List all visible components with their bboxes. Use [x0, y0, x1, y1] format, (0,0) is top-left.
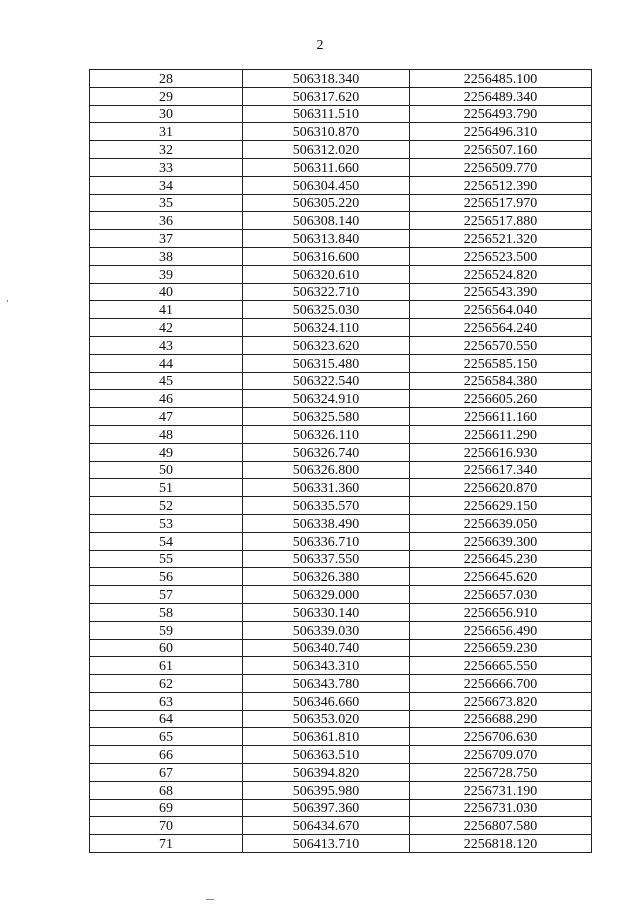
table-row	[90, 443, 592, 461]
point-number-cell: 30	[90, 105, 243, 123]
x-coordinate-cell: 506331.360	[243, 479, 410, 497]
table-row	[90, 461, 592, 479]
table-row	[90, 230, 592, 248]
point-number-cell: 33	[90, 158, 243, 176]
point-number-cell: 55	[90, 550, 243, 568]
point-number-cell: 32	[90, 141, 243, 159]
point-number-cell: 69	[90, 799, 243, 817]
x-coordinate-cell: 506310.870	[243, 123, 410, 141]
point-number-cell: 61	[90, 657, 243, 675]
x-coordinate-cell: 506330.140	[243, 603, 410, 621]
point-number-cell: 44	[90, 354, 243, 372]
table-row	[90, 425, 592, 443]
point-number-cell: 68	[90, 781, 243, 799]
y-coordinate-cell: 2256807.580	[410, 817, 592, 835]
x-coordinate-cell: 506325.030	[243, 301, 410, 319]
y-coordinate-cell: 2256656.910	[410, 603, 592, 621]
point-number-cell: 54	[90, 532, 243, 550]
table-row	[90, 336, 592, 354]
x-coordinate-cell: 506313.840	[243, 230, 410, 248]
y-coordinate-cell: 2256657.030	[410, 586, 592, 604]
table-row	[90, 390, 592, 408]
x-coordinate-cell: 506340.740	[243, 639, 410, 657]
y-coordinate-cell: 2256512.390	[410, 176, 592, 194]
table-row	[90, 283, 592, 301]
table-row	[90, 158, 592, 176]
x-coordinate-cell: 506395.980	[243, 781, 410, 799]
x-coordinate-cell: 506363.510	[243, 746, 410, 764]
x-coordinate-cell: 506311.660	[243, 158, 410, 176]
y-coordinate-cell: 2256731.030	[410, 799, 592, 817]
x-coordinate-cell: 506308.140	[243, 212, 410, 230]
table-row	[90, 835, 592, 853]
point-number-cell: 47	[90, 408, 243, 426]
y-coordinate-cell: 2256665.550	[410, 657, 592, 675]
x-coordinate-cell: 506394.820	[243, 764, 410, 782]
table-row	[90, 532, 592, 550]
y-coordinate-cell: 2256659.230	[410, 639, 592, 657]
x-coordinate-cell: 506317.620	[243, 87, 410, 105]
coordinates-table-body	[90, 70, 592, 853]
x-coordinate-cell: 506434.670	[243, 817, 410, 835]
point-number-cell: 64	[90, 710, 243, 728]
x-coordinate-cell: 506343.310	[243, 657, 410, 675]
y-coordinate-cell: 2256616.930	[410, 443, 592, 461]
x-coordinate-cell: 506315.480	[243, 354, 410, 372]
y-coordinate-cell: 2256645.620	[410, 568, 592, 586]
x-coordinate-cell: 506325.580	[243, 408, 410, 426]
table-row	[90, 675, 592, 693]
y-coordinate-cell: 2256489.340	[410, 87, 592, 105]
table-row	[90, 621, 592, 639]
x-coordinate-cell: 506323.620	[243, 336, 410, 354]
y-coordinate-cell: 2256523.500	[410, 247, 592, 265]
x-coordinate-cell: 506361.810	[243, 728, 410, 746]
x-coordinate-cell: 506343.780	[243, 675, 410, 693]
point-number-cell: 66	[90, 746, 243, 764]
x-coordinate-cell: 506324.910	[243, 390, 410, 408]
point-number-cell: 35	[90, 194, 243, 212]
x-coordinate-cell: 506311.510	[243, 105, 410, 123]
y-coordinate-cell: 2256709.070	[410, 746, 592, 764]
y-coordinate-cell: 2256524.820	[410, 265, 592, 283]
table-row	[90, 408, 592, 426]
table-row	[90, 354, 592, 372]
table-row	[90, 123, 592, 141]
point-number-cell: 43	[90, 336, 243, 354]
point-number-cell: 38	[90, 247, 243, 265]
y-coordinate-cell: 2256617.340	[410, 461, 592, 479]
table-row	[90, 586, 592, 604]
y-coordinate-cell: 2256485.100	[410, 70, 592, 88]
y-coordinate-cell: 2256584.380	[410, 372, 592, 390]
x-coordinate-cell: 506305.220	[243, 194, 410, 212]
x-coordinate-cell: 506320.610	[243, 265, 410, 283]
x-coordinate-cell: 506339.030	[243, 621, 410, 639]
x-coordinate-cell: 506322.710	[243, 283, 410, 301]
y-coordinate-cell: 2256731.190	[410, 781, 592, 799]
x-coordinate-cell: 506346.660	[243, 692, 410, 710]
table-row	[90, 70, 592, 88]
table-row	[90, 603, 592, 621]
coordinates-table	[89, 69, 592, 853]
y-coordinate-cell: 2256493.790	[410, 105, 592, 123]
point-number-cell: 40	[90, 283, 243, 301]
y-coordinate-cell: 2256818.120	[410, 835, 592, 853]
point-number-cell: 56	[90, 568, 243, 586]
table-row	[90, 105, 592, 123]
y-coordinate-cell: 2256517.970	[410, 194, 592, 212]
y-coordinate-cell: 2256521.320	[410, 230, 592, 248]
point-number-cell: 53	[90, 514, 243, 532]
y-coordinate-cell: 2256507.160	[410, 141, 592, 159]
point-number-cell: 71	[90, 835, 243, 853]
point-number-cell: 36	[90, 212, 243, 230]
table-row	[90, 247, 592, 265]
x-coordinate-cell: 506336.710	[243, 532, 410, 550]
x-coordinate-cell: 506316.600	[243, 247, 410, 265]
page-number: 2	[316, 38, 324, 53]
table-row	[90, 141, 592, 159]
y-coordinate-cell: 2256639.300	[410, 532, 592, 550]
point-number-cell: 50	[90, 461, 243, 479]
table-row	[90, 799, 592, 817]
x-coordinate-cell: 506397.360	[243, 799, 410, 817]
point-number-cell: 34	[90, 176, 243, 194]
table-row	[90, 657, 592, 675]
x-coordinate-cell: 506337.550	[243, 550, 410, 568]
table-row	[90, 781, 592, 799]
scan-mark-left	[7, 300, 8, 302]
point-number-cell: 59	[90, 621, 243, 639]
y-coordinate-cell: 2256620.870	[410, 479, 592, 497]
table-row	[90, 764, 592, 782]
point-number-cell: 39	[90, 265, 243, 283]
point-number-cell: 57	[90, 586, 243, 604]
x-coordinate-cell: 506312.020	[243, 141, 410, 159]
table-row	[90, 194, 592, 212]
x-coordinate-cell: 506324.110	[243, 319, 410, 337]
table-row	[90, 301, 592, 319]
table-row	[90, 568, 592, 586]
point-number-cell: 65	[90, 728, 243, 746]
point-number-cell: 29	[90, 87, 243, 105]
table-row	[90, 372, 592, 390]
y-coordinate-cell: 2256728.750	[410, 764, 592, 782]
x-coordinate-cell: 506326.380	[243, 568, 410, 586]
x-coordinate-cell: 506326.740	[243, 443, 410, 461]
y-coordinate-cell: 2256585.150	[410, 354, 592, 372]
x-coordinate-cell: 506318.340	[243, 70, 410, 88]
point-number-cell: 70	[90, 817, 243, 835]
table-row	[90, 212, 592, 230]
point-number-cell: 45	[90, 372, 243, 390]
y-coordinate-cell: 2256543.390	[410, 283, 592, 301]
y-coordinate-cell: 2256517.880	[410, 212, 592, 230]
table-row	[90, 87, 592, 105]
point-number-cell: 51	[90, 479, 243, 497]
point-number-cell: 58	[90, 603, 243, 621]
y-coordinate-cell: 2256564.040	[410, 301, 592, 319]
table-row	[90, 265, 592, 283]
x-coordinate-cell: 506335.570	[243, 497, 410, 515]
y-coordinate-cell: 2256611.290	[410, 425, 592, 443]
y-coordinate-cell: 2256673.820	[410, 692, 592, 710]
y-coordinate-cell: 2256605.260	[410, 390, 592, 408]
table-row	[90, 176, 592, 194]
table-row	[90, 710, 592, 728]
point-number-cell: 41	[90, 301, 243, 319]
y-coordinate-cell: 2256706.630	[410, 728, 592, 746]
x-coordinate-cell: 506353.020	[243, 710, 410, 728]
table-row	[90, 497, 592, 515]
point-number-cell: 52	[90, 497, 243, 515]
x-coordinate-cell: 506326.110	[243, 425, 410, 443]
y-coordinate-cell: 2256564.240	[410, 319, 592, 337]
table-row	[90, 728, 592, 746]
point-number-cell: 67	[90, 764, 243, 782]
x-coordinate-cell: 506304.450	[243, 176, 410, 194]
table-row	[90, 319, 592, 337]
point-number-cell: 60	[90, 639, 243, 657]
y-coordinate-cell: 2256639.050	[410, 514, 592, 532]
point-number-cell: 63	[90, 692, 243, 710]
x-coordinate-cell: 506413.710	[243, 835, 410, 853]
y-coordinate-cell: 2256611.160	[410, 408, 592, 426]
x-coordinate-cell: 506326.800	[243, 461, 410, 479]
y-coordinate-cell: 2256688.290	[410, 710, 592, 728]
y-coordinate-cell: 2256570.550	[410, 336, 592, 354]
table-row	[90, 817, 592, 835]
point-number-cell: 42	[90, 319, 243, 337]
x-coordinate-cell: 506329.000	[243, 586, 410, 604]
point-number-cell: 48	[90, 425, 243, 443]
table-row	[90, 479, 592, 497]
table-row	[90, 746, 592, 764]
y-coordinate-cell: 2256509.770	[410, 158, 592, 176]
point-number-cell: 28	[90, 70, 243, 88]
table-row	[90, 514, 592, 532]
y-coordinate-cell: 2256496.310	[410, 123, 592, 141]
x-coordinate-cell: 506322.540	[243, 372, 410, 390]
table-row	[90, 692, 592, 710]
table-row	[90, 639, 592, 657]
y-coordinate-cell: 2256666.700	[410, 675, 592, 693]
point-number-cell: 49	[90, 443, 243, 461]
x-coordinate-cell: 506338.490	[243, 514, 410, 532]
y-coordinate-cell: 2256629.150	[410, 497, 592, 515]
point-number-cell: 46	[90, 390, 243, 408]
table-row	[90, 550, 592, 568]
point-number-cell: 37	[90, 230, 243, 248]
point-number-cell: 31	[90, 123, 243, 141]
scan-mark-bottom	[206, 899, 214, 900]
y-coordinate-cell: 2256656.490	[410, 621, 592, 639]
y-coordinate-cell: 2256645.230	[410, 550, 592, 568]
point-number-cell: 62	[90, 675, 243, 693]
